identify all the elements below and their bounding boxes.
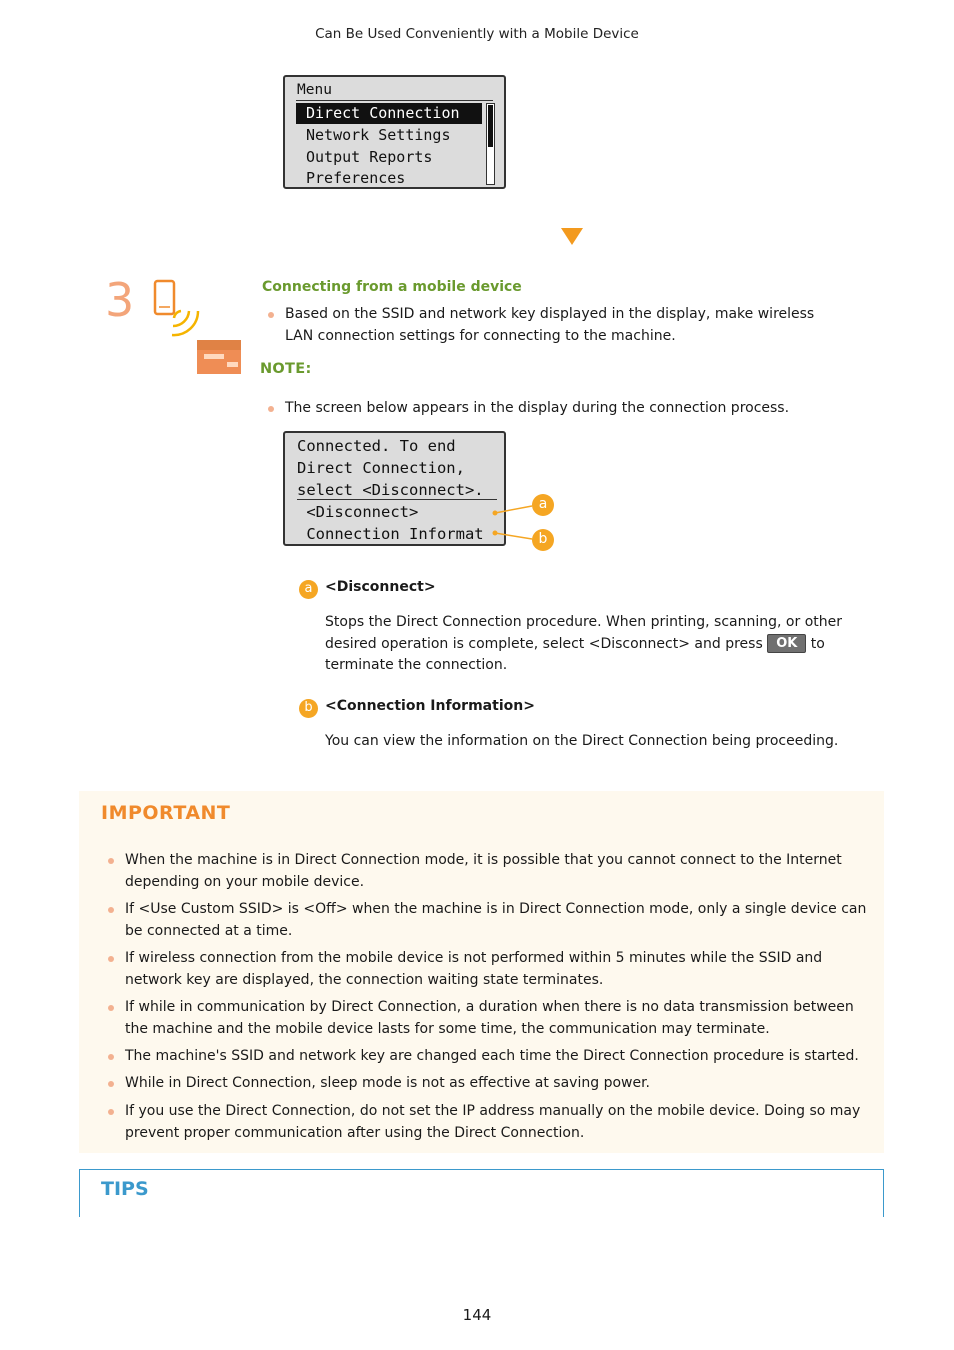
important-item: If you use the Direct Connection, do not set the IP address manually on the mobile device. Doing so may prevent proper communication after using the Direct Connection.: [125, 1103, 861, 1141]
display-line: select <Disconnect>.: [297, 481, 484, 499]
important-item: When the machine is in Direct Connection mode, it is possible that you cannot connect to the Internet depending on your mobile device.: [125, 852, 842, 890]
bullet-icon: [108, 1054, 114, 1060]
display-line: Direct Connection,: [297, 459, 465, 477]
callout-b-description: You can view the information on the Direct Connection being proceeding.: [325, 733, 839, 749]
step-instruction: Based on the SSID and network key displayed in the display, make wireless LAN connection settings for connecting to the machine.: [285, 306, 815, 344]
tips-box: [79, 1169, 884, 1217]
bullet-icon: [108, 1081, 114, 1087]
display-option-disconnect: <Disconnect>: [297, 503, 419, 521]
step-number: 3: [105, 273, 135, 327]
menu-item-preferences: Preferences: [306, 169, 406, 187]
callout-b-term: <Connection Information>: [325, 698, 535, 714]
note-text: The screen below appears in the display during the connection process.: [285, 400, 790, 416]
callout-a-desc-after: to terminate the connection.: [325, 635, 825, 673]
important-title: IMPORTANT: [101, 802, 231, 824]
menu-item-direct-connection: Direct Connection: [296, 103, 482, 124]
bullet-icon: [108, 1109, 114, 1115]
important-item: While in Direct Connection, sleep mode is not as effective at saving power.: [125, 1075, 650, 1091]
menu-scrollbar-thumb: [488, 105, 493, 147]
callout-b-marker: b: [299, 699, 318, 718]
menu-display-screen: [283, 75, 506, 189]
callout-b-badge: b: [532, 529, 554, 551]
menu-display-separator: [296, 100, 493, 101]
callout-a-term: <Disconnect>: [325, 579, 436, 595]
menu-scrollbar: [486, 103, 495, 185]
bullet-icon: [268, 406, 274, 412]
page-header-title: Can Be Used Conveniently with a Mobile Device: [315, 26, 639, 42]
ok-key-icon: OK: [767, 634, 806, 653]
callout-a-description: [325, 612, 880, 677]
callout-a-badge: a: [532, 494, 554, 516]
important-item: If <Use Custom SSID> is <Off> when the machine is in Direct Connection mode, only a single device can be connected at a time.: [125, 901, 867, 939]
menu-display-title: Menu: [297, 82, 332, 98]
important-item: If while in communication by Direct Connection, a duration when there is no data transmission between the machine and the mobile device lasts for some time, the communication may terminate.: [125, 999, 854, 1037]
display-separator: [297, 499, 497, 500]
bullet-icon: [108, 956, 114, 962]
display-option-connection-info: Connection Informat: [297, 525, 484, 543]
tips-title: TIPS: [101, 1178, 149, 1200]
down-arrow-icon: [561, 228, 583, 245]
bullet-icon: [108, 858, 114, 864]
note-label: NOTE:: [260, 361, 312, 377]
step-title: Connecting from a mobile device: [262, 279, 522, 295]
bullet-icon: [108, 1005, 114, 1011]
callout-a-marker: a: [299, 580, 318, 599]
important-item: The machine's SSID and network key are changed each time the Direct Connection procedure is started.: [125, 1048, 859, 1064]
display-line: Connected. To end: [297, 437, 456, 455]
callout-a-desc-before: Stops the Direct Connection procedure. When printing, scanning, or other desired operation is complete, select <Disconnect> and press: [325, 614, 842, 652]
bullet-icon: [268, 312, 274, 318]
page-number: 144: [462, 1306, 492, 1324]
connection-display-screen: [283, 431, 506, 546]
mobile-to-printer-icon: [150, 278, 245, 376]
menu-item-output-reports: Output Reports: [306, 148, 433, 166]
bullet-icon: [108, 907, 114, 913]
menu-item-network-settings: Network Settings: [306, 126, 451, 144]
important-item: If wireless connection from the mobile device is not performed within 5 minutes while the SSID and network key are displayed, the connection waiting state terminates.: [125, 950, 823, 988]
